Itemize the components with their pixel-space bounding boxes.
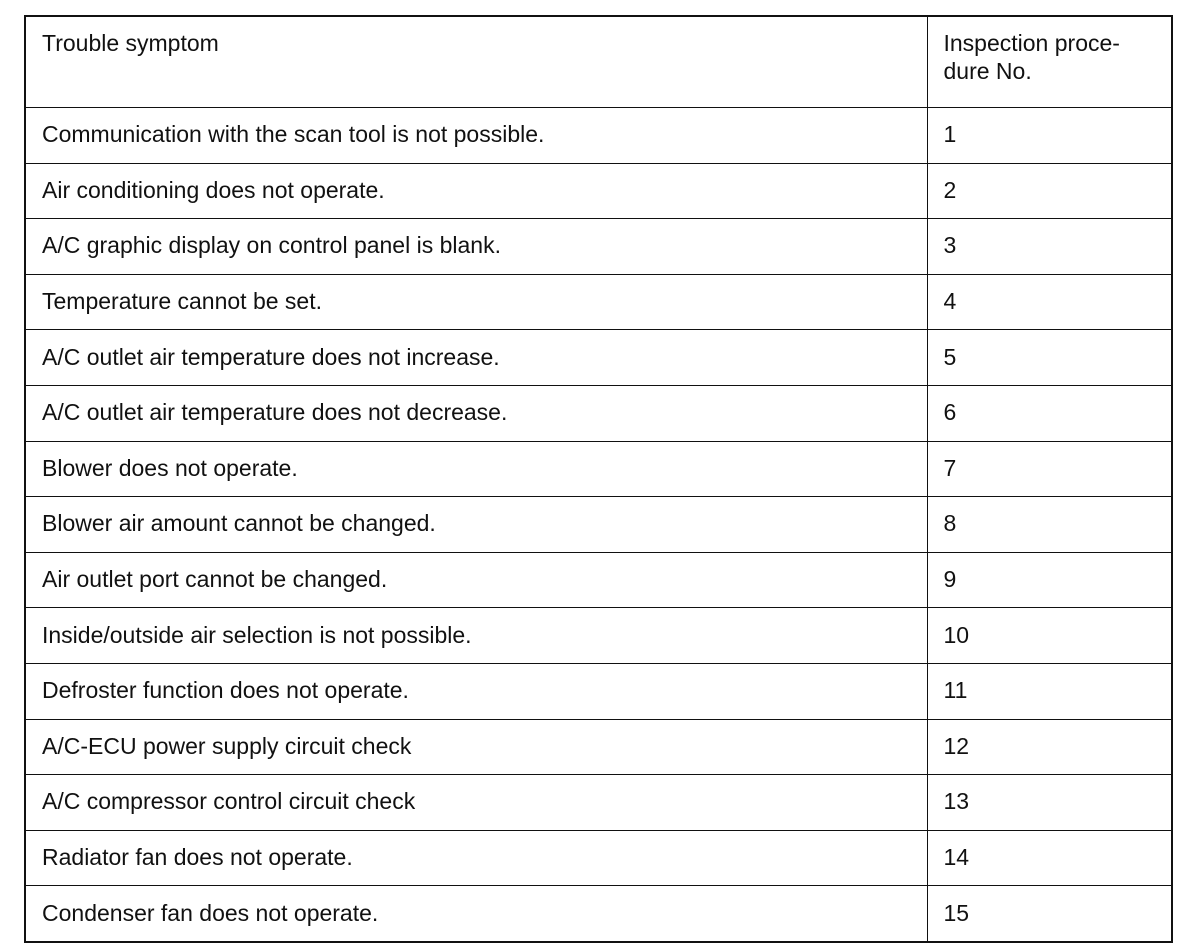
symptom-cell: Defroster function does not operate. <box>25 663 927 719</box>
symptom-cell: A/C graphic display on control panel is blank. <box>25 219 927 275</box>
symptom-cell: A/C outlet air temperature does not increase. <box>25 330 927 386</box>
symptom-cell: Temperature cannot be set. <box>25 274 927 330</box>
table-row <box>25 497 1172 553</box>
table-row <box>25 775 1172 831</box>
symptom-cell: Condenser fan does not operate. <box>25 886 927 942</box>
procedure-number-cell: 9 <box>927 552 1172 608</box>
table-row <box>25 719 1172 775</box>
procedure-number-cell: 15 <box>927 886 1172 942</box>
table-row <box>25 163 1172 219</box>
procedure-number-cell: 2 <box>927 163 1172 219</box>
procedure-number-cell: 8 <box>927 497 1172 553</box>
symptom-cell: Radiator fan does not operate. <box>25 830 927 886</box>
table-row <box>25 330 1172 386</box>
procedure-number-cell: 10 <box>927 608 1172 664</box>
symptom-cell: A/C compressor control circuit check <box>25 775 927 831</box>
procedure-number-cell: 13 <box>927 775 1172 831</box>
procedure-number-cell: 6 <box>927 385 1172 441</box>
procedure-number-cell: 14 <box>927 830 1172 886</box>
table-row <box>25 441 1172 497</box>
table-header-row <box>25 16 1172 108</box>
symptom-cell: Air conditioning does not operate. <box>25 163 927 219</box>
procedure-number-cell: 4 <box>927 274 1172 330</box>
procedure-number-cell: 3 <box>927 219 1172 275</box>
table-row <box>25 385 1172 441</box>
header-procedure-line-2: dure No. <box>943 58 1032 84</box>
procedure-number-cell: 7 <box>927 441 1172 497</box>
table-row <box>25 608 1172 664</box>
symptom-cell: Blower does not operate. <box>25 441 927 497</box>
symptom-cell: A/C outlet air temperature does not decrease. <box>25 385 927 441</box>
symptom-cell: A/C-ECU power supply circuit check <box>25 719 927 775</box>
procedure-number-cell: 11 <box>927 663 1172 719</box>
table-body <box>25 108 1172 942</box>
header-inspection-procedure-no <box>927 16 1172 108</box>
table-row <box>25 274 1172 330</box>
symptom-cell: Air outlet port cannot be changed. <box>25 552 927 608</box>
symptom-cell: Communication with the scan tool is not possible. <box>25 108 927 164</box>
table-row <box>25 663 1172 719</box>
table-row <box>25 552 1172 608</box>
header-procedure-line-1: Inspection proce- <box>943 30 1120 56</box>
procedure-number-cell: 12 <box>927 719 1172 775</box>
symptom-cell: Blower air amount cannot be changed. <box>25 497 927 553</box>
table-row <box>25 219 1172 275</box>
symptom-cell: Inside/outside air selection is not possible. <box>25 608 927 664</box>
table-row <box>25 830 1172 886</box>
procedure-number-cell: 1 <box>927 108 1172 164</box>
header-trouble-symptom: Trouble symptom <box>25 16 927 108</box>
trouble-symptom-table <box>24 15 1173 943</box>
procedure-number-cell: 5 <box>927 330 1172 386</box>
table-row <box>25 886 1172 942</box>
table-row <box>25 108 1172 164</box>
